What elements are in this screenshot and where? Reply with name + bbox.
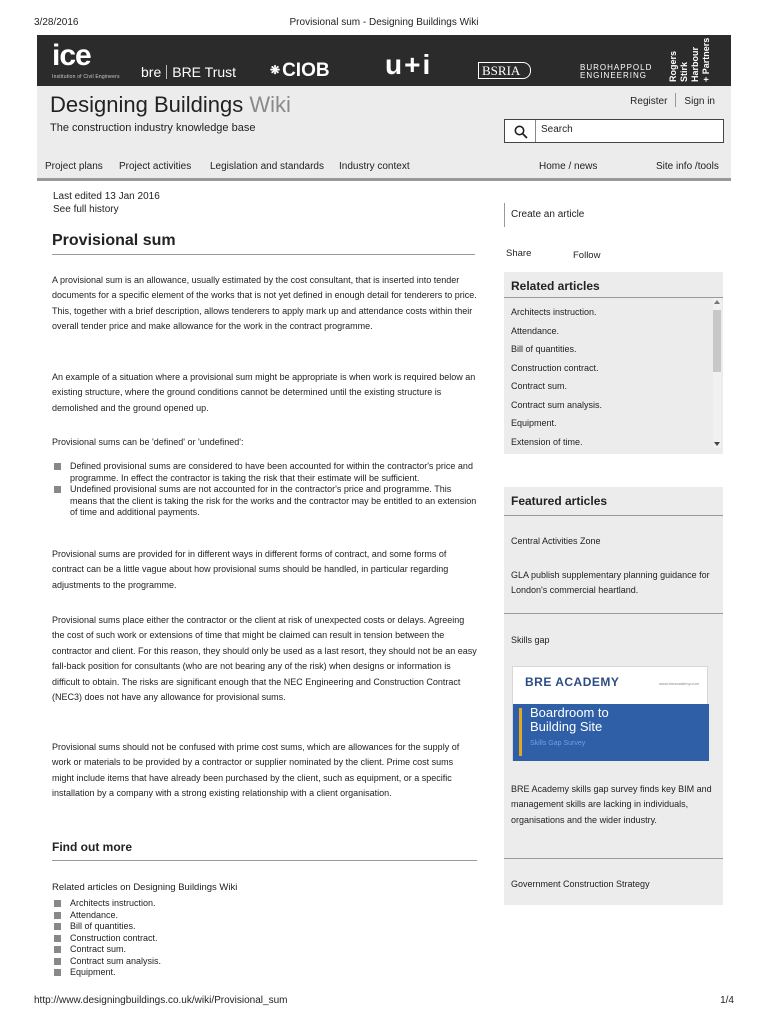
print-date: 3/28/2016 (34, 17, 79, 28)
related-item[interactable]: Extension of time. (511, 436, 583, 447)
create-article-button[interactable] (504, 203, 723, 227)
related-link[interactable]: Equipment. (70, 967, 116, 977)
partner-logo-bar (37, 35, 731, 86)
bre-trust-text: BRE Trust (172, 64, 237, 80)
nav-site-info-tools[interactable]: Site info /tools (656, 161, 719, 172)
featured-divider (504, 858, 723, 859)
burohappold-logo-line-1: BUROHAPPOLD (580, 63, 653, 72)
rogers-logo-line-1: Rogers (668, 50, 678, 82)
banner-headline-2: Building Site (530, 719, 603, 734)
rogers-logo-line-4: + Partners (701, 37, 711, 82)
rogers-stirk-harbour-logo[interactable] (667, 38, 715, 84)
ice-logo-subtitle: Institution of Civil Engineers (52, 74, 120, 80)
featured-item[interactable]: BRE Academy skills gap survey finds key BIM and management skills are lacking in individuals, organisations and the wider industry. (511, 784, 712, 825)
bullet-square-icon (54, 946, 61, 953)
section-divider (52, 860, 477, 861)
paragraph-text: Provisional sums place either the contractor or the client at risk of unexpected costs or delays. Agreeing the cost of such work or extensions of time that might be claimed can result in tension between the contractor and client. For this reason, they should only be used as a last resort, they should not be an easy fall-back position for consultants (who are not bearing any of the risk) when designs or information is difficult to obtain. The risks are significant enough that the NEC Engineering and Construction Contract (NEC3) does not have any allowance for provisional sums. (52, 615, 477, 703)
burohappold-logo[interactable] (580, 64, 652, 80)
bullet-square-icon (54, 486, 61, 493)
bullet-square-icon (54, 969, 61, 976)
paragraph-text: Provisional sums should not be confused with prime cost sums, which are allowances for the supply of work or materials to be provided by a contractor or supplier nominated by the client. Prime cost sums might include items that have already been purchased by the client, such as equipment, or a specific installation by a company with a strong existing relationship with a client organisation. (52, 742, 460, 799)
related-link[interactable]: Bill of quantities. (70, 921, 136, 931)
bre-logo-text: bre (141, 64, 162, 80)
follow-button[interactable]: Follow (573, 250, 601, 261)
auth-divider (675, 93, 676, 107)
banner-accent-bar (519, 708, 522, 756)
burohappold-logo-line-2: ENGINEERING (580, 71, 648, 80)
list-item-text: Defined provisional sums are considered to have been accounted for within the contractor's price and programme. In effect the contractor is taking the risk that their estimate will be sufficient. (70, 461, 473, 483)
list-item[interactable] (52, 898, 452, 910)
ice-logo[interactable]: ice (52, 39, 91, 72)
related-link[interactable]: Construction contract. (70, 932, 158, 943)
search-divider (535, 120, 536, 142)
bullet-square-icon (54, 463, 61, 470)
sign-in-link[interactable]: Sign in (684, 96, 715, 107)
list-item[interactable] (52, 967, 452, 979)
search-box[interactable] (504, 119, 724, 143)
list-item (52, 484, 477, 519)
article-paragraph-1 (52, 273, 477, 335)
paragraph-text: A provisional sum is an allowance, usually estimated by the cost consultant, that is inserted into tender documents for a specific element of the works that is not yet defined in enough detail for tenderers to price. This, together with a brief description, allows tenderers to apply mark up and attendance costs within their overall tender price and make allowance for the work in the contract programme. (52, 275, 477, 332)
main-nav (37, 151, 731, 181)
scroll-thumb[interactable] (713, 310, 721, 372)
site-title-wiki: Wiki (249, 92, 291, 117)
nav-home-news[interactable]: Home / news (539, 161, 598, 172)
bullet-square-icon (54, 958, 61, 965)
related-articles-items (511, 303, 602, 451)
list-item[interactable] (52, 956, 452, 968)
rogers-logo-line-2: Stirk (679, 61, 689, 82)
list-item[interactable] (52, 933, 452, 945)
banner-headline (530, 706, 609, 734)
bullet-square-icon (54, 923, 61, 930)
page-title: Provisional sum (52, 232, 176, 249)
print-header (32, 17, 736, 31)
article-paragraph-6 (52, 740, 477, 802)
related-intro: Related articles on Designing Buildings Wiki (52, 882, 238, 893)
print-page-number: 1/4 (720, 995, 734, 1006)
banner-subtitle: Skills Gap Survey (530, 740, 586, 747)
scroll-up-icon[interactable] (714, 300, 720, 304)
list-item[interactable] (52, 944, 452, 956)
nav-industry-context[interactable]: Industry context (339, 161, 410, 172)
list-item[interactable] (52, 921, 452, 933)
bre-academy-brand: BRE ACADEMY (525, 675, 620, 689)
paragraph-text: Provisional sums are provided for in different ways in different forms of contract, and some forms of contract can be a little vague about how provisional sums should be handled, in particular regarding adjustments to the programme. (52, 549, 449, 590)
nav-project-plans[interactable]: Project plans (45, 161, 103, 172)
related-articles-list (52, 898, 452, 979)
site-header (37, 86, 731, 151)
full-history-link[interactable]: See full history (53, 204, 119, 215)
banner-band (513, 704, 709, 761)
related-link[interactable]: Contract sum. (70, 944, 127, 954)
featured-articles-panel (504, 487, 723, 905)
print-url: http://www.designingbuildings.co.uk/wiki/Provisional_sum (34, 995, 288, 1006)
search-icon[interactable] (514, 125, 528, 139)
sum-types-list (52, 461, 477, 519)
featured-item[interactable]: Skills gap (511, 635, 550, 645)
register-link[interactable]: Register (630, 96, 668, 107)
panel-divider (504, 515, 723, 516)
featured-divider (504, 613, 723, 614)
site-tagline: The construction industry knowledge base (50, 122, 256, 134)
share-button[interactable]: Share (506, 248, 532, 259)
scroll-down-icon[interactable] (714, 442, 720, 446)
nav-legislation-standards[interactable]: Legislation and standards (210, 161, 324, 172)
featured-item[interactable]: Government Construction Strategy (511, 879, 650, 889)
site-title[interactable] (50, 92, 291, 118)
article-paragraph-4 (52, 547, 477, 593)
related-item[interactable]: Bill of quantities. (511, 344, 577, 354)
related-item[interactable]: Architects instruction. (511, 307, 597, 317)
related-articles-heading: Related articles (511, 279, 600, 293)
related-link[interactable]: Attendance. (70, 909, 119, 920)
search-input[interactable]: Search (541, 124, 573, 135)
article-paragraph-3 (52, 435, 477, 450)
related-link[interactable]: Contract sum analysis. (70, 955, 162, 966)
ciob-logo-text: CIOB (282, 60, 330, 81)
title-divider (52, 254, 475, 255)
related-scrollbar[interactable] (713, 298, 721, 448)
create-article-label: Create an article (511, 209, 585, 220)
ciob-emblem-icon: ❋ (270, 63, 281, 77)
print-title: Provisional sum - Designing Buildings Wiki (289, 17, 479, 28)
print-footer (32, 995, 736, 1009)
bullet-square-icon (54, 912, 61, 919)
list-item[interactable] (52, 910, 452, 922)
auth-links (630, 93, 715, 107)
related-item[interactable]: Equipment. (511, 418, 557, 428)
related-item[interactable]: Construction contract. (511, 362, 599, 373)
related-item[interactable]: Contract sum analysis. (511, 399, 603, 410)
bre-academy-url: www.breacademy.com (659, 681, 699, 686)
article-paragraph-5 (52, 613, 477, 705)
featured-item[interactable]: GLA publish supplementary planning guidance for London's commercial heartland. (511, 570, 710, 596)
paragraph-text: An example of a situation where a provisional sum might be appropriate is when work is required below an existing structure, where the ground conditions cannot be determined until the existing structure is demolished and the ground opened up. (52, 372, 476, 413)
rogers-logo-line-3: Harbour (690, 46, 700, 82)
bre-trust-logo[interactable] (141, 64, 236, 80)
list-item (52, 461, 477, 484)
bre-academy-banner[interactable] (512, 666, 708, 761)
bre-logo-divider (166, 65, 167, 79)
related-link[interactable]: Architects instruction. (70, 898, 156, 908)
banner-headline-1: Boardroom to (530, 705, 609, 720)
related-item[interactable]: Contract sum. (511, 381, 568, 391)
list-item-text: Undefined provisional sums are not accounted for in the contractor's price and programme. This means that the client is taking the risk for the works and the contractor may be entitled to an extension of time and additional payments. (70, 484, 477, 517)
bullet-square-icon (54, 935, 61, 942)
bsria-logo[interactable]: BSRIA (478, 62, 531, 79)
find-out-more-heading: Find out more (52, 840, 132, 854)
nav-project-activities[interactable]: Project activities (119, 161, 192, 172)
featured-item[interactable]: Central Activities Zone (511, 536, 601, 546)
related-item[interactable]: Attendance. (511, 325, 560, 336)
related-articles-panel (504, 272, 723, 454)
bullet-square-icon (54, 900, 61, 907)
ciob-logo[interactable] (270, 60, 330, 82)
edit-meta (53, 190, 160, 216)
u-plus-i-logo[interactable]: u+i (385, 49, 433, 80)
last-edited: Last edited 13 Jan 2016 (53, 191, 160, 202)
article-paragraph-2 (52, 370, 477, 416)
paragraph-text: Provisional sums can be 'defined' or 'undefined': (52, 437, 244, 447)
panel-divider (504, 297, 723, 298)
featured-articles-heading: Featured articles (511, 494, 608, 508)
site-title-main: Designing Buildings (50, 92, 244, 117)
